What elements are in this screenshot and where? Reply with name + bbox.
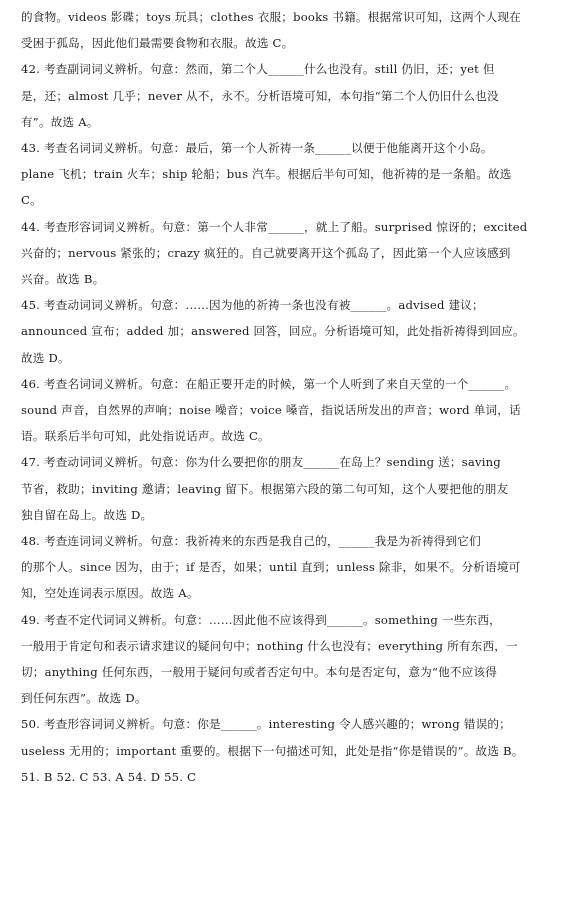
text-line: 到任何东西”。故选 D。 [21, 691, 147, 706]
text-line: 的食物。videos 影碟；toys 玩具；clothes 衣服；books 书籍。根据常识可知，这两个人现在 [21, 10, 522, 24]
text-line: 语。联系后半句可知，此处指说话声。故选 C。 [21, 429, 270, 444]
text-line: C。 [21, 193, 42, 208]
text-line: 独自留在岛上。故选 D。 [21, 507, 153, 522]
text-line: announced 宣布；added 加；answered 回答，回应。分析语境可知，此处指祈祷得到回应。 [21, 324, 525, 339]
text-line: useless 无用的；important 重要的。根据下一句描述可知，此处是指“你是错误的”。故选 B。 [21, 743, 524, 758]
text-line: 47. 考查动词词义辨析。句意：你为什么要把你的朋友______在岛上？sending 送；saving [21, 455, 501, 470]
text-line: 的那个人。since 因为，由于；if 是否，如果；until 直到；unless 除非，如果不。分析语境可 [21, 560, 521, 575]
text-line: 故选 D。 [21, 350, 70, 365]
text-line: 46. 考查名词词义辨析。句意：在船正要开走的时候，第一个人听到了来自天堂的一个______。 [21, 376, 517, 391]
text-line: 兴奋的；nervous 紧张的；crazy 疯狂的。自己就要离开这个孤岛了，因此第一个人应该感到 [21, 245, 511, 260]
text-line: 48. 考查连词词义辨析。句意：我祈祷来的东西是我自己的，______我是为祈祷得到它们 [21, 534, 481, 549]
text-line: 有”。故选 A。 [21, 114, 99, 129]
text-line: 一般用于肯定句和表示请求建议的疑问句中；nothing 什么也没有；everything 所有东西，一 [21, 638, 518, 653]
text-line: 是，还；almost 几乎；never 从不，永不。分析语境可知，本句指“第二个人仍旧什么也没 [21, 88, 499, 103]
text-line: 49. 考查不定代词词义辨析。句意：……因此他不应该得到______。something 一些东西， [21, 612, 501, 627]
text-line: 受困于孤岛，因此他们最需要食物和衣服。故选 C。 [21, 36, 294, 51]
text-line: 知，空处连词表示原因。故选 A。 [21, 586, 199, 601]
text-line: 43. 考查名词词义辨析。句意：最后，第一个人祈祷一条______以便于他能离开这个小岛。 [21, 141, 493, 156]
text-line: 51. B 52. C 53. A 54. D 55. C [21, 769, 197, 784]
text-line: sound 声音，自然界的声响；noise 噪音；voice 嗓音，指说话所发出的声音；word 单词，话 [21, 403, 521, 418]
text-line: 兴奋。故选 B。 [21, 272, 105, 287]
text-line: 50. 考查形容词词义辨析。句意：你是______。interesting 令人感兴趣的；wrong 错误的； [21, 717, 511, 732]
text-line: 45. 考查动词词义辨析。句意：……因为他的祈祷一条也没有被______。advised 建议； [21, 298, 484, 313]
text-line: 42. 考查副词词义辨析。句意：然而，第二个人______什么也没有。still 仍旧，还；yet 但 [21, 62, 495, 77]
text-line: 44. 考查形容词词义辨析。句意：第一个人非常______，就上了船。surprised 惊讶的；excited [21, 219, 528, 234]
text-line: 切；anything 任何东西，一般用于疑问句或者否定句中。本句是否定句，意为“他不应该得 [21, 665, 498, 680]
text-line: 节省，救助；inviting 邀请；leaving 留下。根据第六段的第二句可知，这个人要把他的朋友 [21, 481, 509, 496]
text-line: plane 飞机；train 火车；ship 轮船；bus 汽车。根据后半句可知，他祈祷的是一条船。故选 [21, 167, 512, 182]
